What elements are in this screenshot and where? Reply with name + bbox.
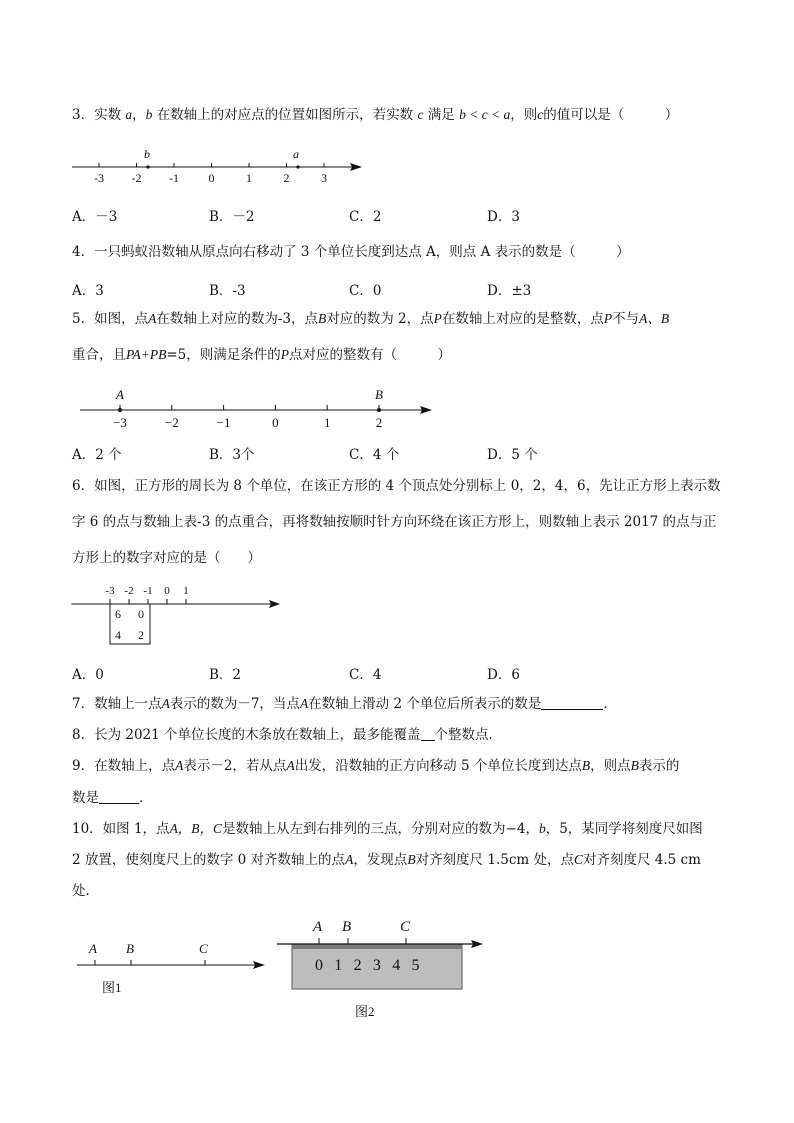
q6-stem-line1: 6．如图，正方形的周长为 8 个单位，在该正方形的 4 个顶点处分别标上 0，2，4，6，先让正方形上表示数 (72, 478, 721, 494)
option-d[interactable]: D．3 (487, 209, 520, 225)
option-a[interactable]: A．3 (72, 283, 104, 299)
answer-blank[interactable] (421, 726, 435, 741)
q6-stem-line3: 方形上的数字对应的是（ ） (72, 550, 261, 566)
q5-number-line (78, 385, 438, 430)
option-a[interactable]: A．0 (72, 667, 104, 683)
q5-axis-tick-label: 0 (272, 415, 279, 430)
q5-stem-line2: 重合，且PA+PB=5，则满足条件的P点对应的整数有（ ） (72, 347, 452, 363)
q7-stem: 7．数轴上一点A表示的数为－7，当点A在数轴上滑动 2 个单位后所表示的数是 ． (72, 696, 617, 712)
q3-stem: 3．实数 a，b 在数轴上的对应点的位置如图所示，若实数 c 满足 b < c < a，则c的值可以是（ ） (72, 107, 679, 123)
q3-axis-tick-label: -3 (94, 171, 104, 185)
q5-axis-tick-label: 2 (375, 415, 383, 430)
ruler-digit: 5 (411, 957, 420, 974)
q5-point-a: A (116, 387, 124, 402)
fig1-point-b: B (126, 941, 134, 956)
square-label-4: 4 (115, 628, 121, 642)
ruler-digit: 1 (334, 957, 343, 974)
q6-figure (70, 580, 290, 650)
q4-stem: 4．一只蚂蚁沿数轴从原点向右移动了 3 个单位长度到达点 A，则点 A 表示的数是（ ） (72, 244, 630, 260)
q6-axis-tick-label: -2 (124, 585, 134, 597)
square-label-2: 2 (138, 628, 144, 642)
ruler-digit: 0 (315, 957, 323, 974)
q6-stem-line2: 字 6 的点与数轴上表-3 的点重合，再将数轴按顺时针方向环绕在该正方形上，则数轴上表示 2017 的点与正 (72, 514, 717, 530)
option-d[interactable]: D．6 (487, 667, 520, 683)
option-c[interactable]: C．4 (349, 667, 382, 683)
answer-blank[interactable] (541, 695, 603, 710)
ruler-digit: 4 (392, 957, 401, 974)
option-b[interactable]: B．-3 (209, 283, 246, 299)
q5-point-b: B (375, 387, 383, 402)
q6-axis-tick-label: 1 (183, 585, 189, 597)
q9-stem-line2: 数是 ． (72, 790, 153, 806)
q6-axis-tick-label: -1 (143, 585, 153, 597)
option-c[interactable]: C．0 (349, 283, 382, 299)
option-c[interactable]: C．4 个 (349, 447, 400, 463)
q5-axis-tick-label: −2 (164, 415, 179, 430)
option-b[interactable]: B．3个 (209, 447, 255, 463)
q3-axis-tick-label: 1 (246, 171, 252, 185)
option-b[interactable]: B．2 (209, 667, 242, 683)
fig2-point-c: C (400, 919, 411, 935)
q10-figure-1 (75, 935, 275, 1000)
q10-stem-line2: 2 放置，使刻度尺上的数字 0 对齐数轴上的点A，发现点B对齐刻度尺 1.5cm 处，点C对齐刻度尺 4.5 cm (72, 852, 701, 868)
ruler-digit: 2 (353, 957, 362, 974)
q5-axis-tick-label: −1 (216, 415, 231, 430)
square-label-0: 0 (138, 607, 144, 621)
option-a[interactable]: A．－3 (72, 209, 118, 225)
option-b[interactable]: B．－2 (209, 209, 255, 225)
q6-axis-tick-label: 0 (164, 585, 170, 597)
fig2-point-b: B (342, 919, 352, 935)
q3-number-line (70, 145, 370, 190)
q8-stem: 8．长为 2021 个单位长度的木条放在数轴上，最多能覆盖 个整数点． (72, 727, 503, 743)
q3-axis-tick-label: 2 (283, 171, 290, 185)
ruler-digit: 3 (372, 957, 381, 974)
q3-axis-tick-label: -1 (169, 171, 179, 185)
fig1-point-a: A (89, 941, 97, 956)
q3-point-a: a (293, 147, 299, 161)
q5-axis-tick-label: 1 (323, 415, 331, 430)
fig1-point-c: C (199, 941, 208, 956)
q3-axis-tick-label: -2 (131, 171, 142, 185)
q10-figure-2 (275, 910, 495, 1025)
q6-axis-tick-label: -3 (105, 585, 115, 597)
q3-axis-tick-label: 3 (321, 171, 327, 185)
q3-axis-tick-label: 0 (208, 171, 215, 185)
square-label-6: 6 (115, 607, 121, 621)
fig1-caption: 图1 (102, 980, 122, 995)
option-d[interactable]: D．5 个 (487, 447, 538, 463)
q9-stem-line1: 9．在数轴上，点A表示－2，若从点A出发，沿数轴的正方向移动 5 个单位长度到达点B，则点B表示的 (72, 758, 680, 774)
fig2-caption: 图2 (355, 1004, 375, 1019)
option-c[interactable]: C．2 (349, 209, 382, 225)
option-d[interactable]: D．±3 (487, 283, 532, 299)
q10-stem-line1: 10．如图 1，点A，B，C是数轴上从左到右排列的三点，分别对应的数为−4，b，5，某同学将刻度尺如图 (72, 821, 703, 837)
q5-stem-line1: 5．如图，点A在数轴上对应的数为-3，点B对应的数为 2，点P在数轴上对应的是整数，点P不与A、B (72, 311, 670, 327)
fig2-point-a: A (313, 919, 323, 935)
option-a[interactable]: A．2 个 (72, 447, 122, 463)
q3-point-b: b (144, 147, 150, 161)
answer-blank[interactable] (99, 789, 139, 804)
q5-axis-tick-label: −3 (113, 415, 127, 430)
q10-stem-line3: 处． (72, 883, 99, 899)
